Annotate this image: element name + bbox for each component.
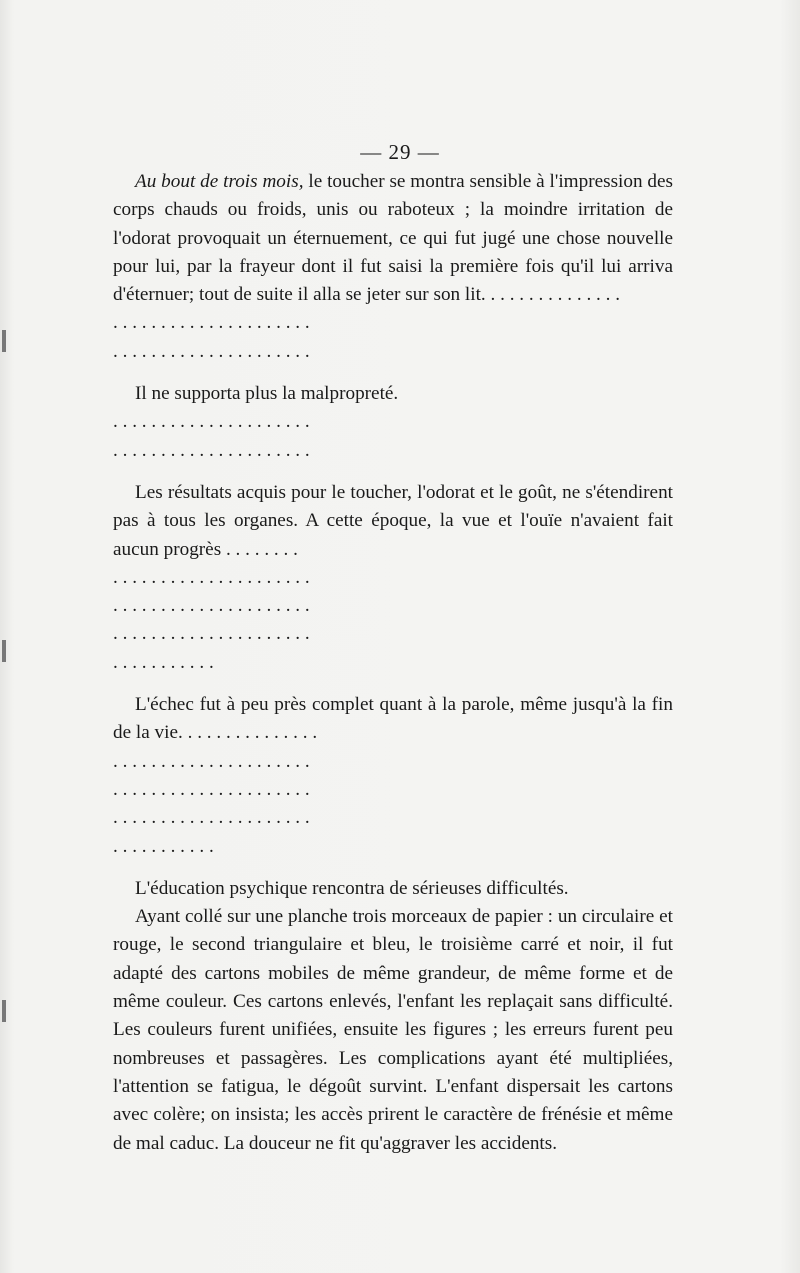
paragraph-1-body: le toucher se montra sensible à l'impression des corps chauds ou froids, unis ou raboteux ; la moindre irritation de l'odorat provoquait un éternuement, ce qui fut jugé une chose nouvelle pour lui, par la frayeur dont il fut saisi la première fois qu'il lui arriva d'éternuer; tout de suite il alla se jeter sur son lit. [113,171,673,306]
ellipsis-line: . . . . . . . . . . . . . . . . . . . . . [113,566,310,588]
ellipsis-line: . . . . . . . . . . . . . . . . . . . . . [113,340,310,362]
paragraph-4-dots: . . . . . . . . . . . . . . [182,722,318,744]
ellipsis-line: . . . . . . . . . . . . . . . . . . . . . [113,595,310,617]
paragraph-5: L'éducation psychique rencontra de sérieuses difficultés. [135,877,569,899]
ellipsis-line: . . . . . . . . . . . . . . . . . . . . . [113,750,310,772]
paragraph-1-lead: Au bout de trois mois, [135,171,304,192]
body-text [113,168,673,1158]
ellipsis-line: . . . . . . . . . . . . . . . . . . . . . [113,778,310,800]
paragraph-3-dots: . . . . . . . . [221,538,298,560]
ellipsis-line: . . . . . . . . . . . . . . . . . . . . . [113,807,310,829]
margin-mark [2,330,6,352]
margin-mark [2,640,6,662]
paragraph-3 [113,479,673,564]
page-number: — 29 — [360,140,440,164]
paragraph-2: Il ne supporta plus la malpropreté. [135,383,399,405]
paragraph-1 [113,168,673,309]
ellipsis-line: . . . . . . . . . . . [113,835,214,857]
ellipsis-line: . . . . . . . . . . . . . . . . . . . . . [113,623,310,645]
ellipsis-line: . . . . . . . . . . . . . . . . . . . . . [113,312,310,334]
paragraph-3-body: Les résultats acquis pour le toucher, l'odorat et le goût, ne s'étendirent pas à tous les organes. A cette époque, la vue et l'ouïe n'avaient fait aucun progrès [113,481,673,560]
ellipsis-line: . . . . . . . . . . . . . . . . . . . . . [113,411,310,433]
paragraph-6: Ayant collé sur une planche trois morceaux de papier : un circulaire et rouge, le second triangulaire et bleu, le troisième carré et noir, il fut adapté des cartons mobiles de même grandeur, de même forme et de même couleur. Ces cartons enlevés, l'enfant les replaçait sans difficulté. Les couleurs furent unifiées, ensuite les figures ; les erreurs furent peu nombreuses et passagères. Les complications ayant été multipliées, l'attention se fatigua, le dégoût survint. L'enfant dispersait les cartons avec colère; on insista; les accès prirent le caractère de frénésie et même de mal caduc. La douceur ne fit qu'aggraver les accidents. [113,906,673,1154]
paragraph-4 [113,691,673,748]
margin-mark [2,1000,6,1022]
ellipsis-line: . . . . . . . . . . . . . . . . . . . . . [113,439,310,461]
paragraph-1-dots: . . . . . . . . . . . . . . [485,284,621,306]
ellipsis-line: . . . . . . . . . . . [113,651,214,673]
paragraph-4-body: L'échec fut à peu près complet quant à la parole, même jusqu'à la fin de la vie. [113,694,673,744]
